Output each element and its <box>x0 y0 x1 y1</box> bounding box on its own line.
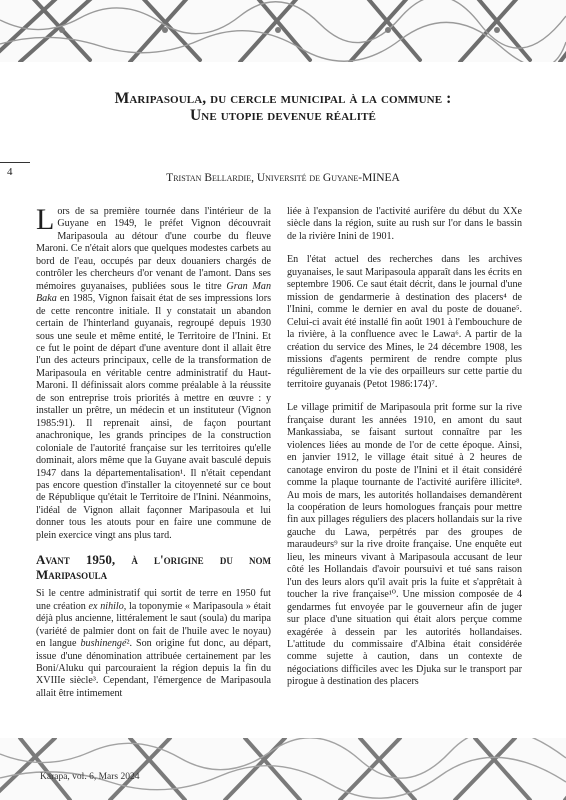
page-number: 4 <box>7 166 13 178</box>
bottom-decorative-band <box>0 738 566 800</box>
left-p2-b: , la toponymie « Maripasoula » était déjà plus ancienne, littéralement le saut (soula) du maripa (variété de palmier dont on fait de l'huile avec le noyau) en langue <box>36 600 272 650</box>
left-p1-italic: Gran Man Baka <box>36 280 271 305</box>
left-paragraph-2 <box>36 588 271 700</box>
left-column <box>36 203 272 700</box>
left-p1-text: ors de sa première tournée dans l'intérieur de la Guyane en 1949, le préfet Vignon découvrait Maripasoula au détour d'une courbe du fleuve Maroni. Ce n'était alors que quelques modestes carbets au bord de l'eau, occupés par deux douaniers chargés de contrôler les chercheurs d'or venant de l'amont. Dans ses mémoires guyanaises, publiées sous le titre <box>36 206 271 292</box>
left-p2-italic-1: ex nihilo <box>88 600 124 612</box>
right-paragraph-3: Le village primitif de Maripasoula prit forme sur la rive française durant les années 1910, en amont du saut Mankassiaba, se faisant surtout connaître par les violences liées au monde de l'or de cette époque. Ainsi, en janvier 1912, le village était situé à 2 heures de canotage environ du poste de l'Inini et il était considéré comme la plaque tournante de l'activité aurifère illicite⁸. Au mois de mars, les autorités hollandaises demandèrent la coopération de leurs homologues français pour mettre fin aux pillages réguliers des placers hollandais sur la rive gauche du Lawa, perpétrés par des groupes de maraudeurs⁹ sur la rive droite française. Une enquête eut lieu, les mineurs vivant à Maripasoula accusant de leur côté les Hollandais d'avoir poursuivi et tué sans raison l'un des leurs alors qu'il avait pris la fuite et s'apprêtait à toucher la rive française¹⁰. Une mission composée de 4 gendarmes fut envoyée par le gouverneur afin de juger sur place d'une situation qui était alors perçue comme exagérée à dessein par les autorités hollandaises. L'attitude du commissaire d'Albina était considérée comme sujette à caution, dans un contexte de négociations difficiles avec les Djuka sur le transport par pirogue à destination des placers <box>287 402 522 688</box>
footer-citation: Karapa, vol. 6, Mars 2024 <box>40 772 140 782</box>
woven-pattern-top <box>0 0 566 62</box>
title-line-2: Une utopie devenue réalité <box>190 107 376 124</box>
left-p2-italic-2: bushinengé <box>80 638 127 650</box>
title-line-1: Maripasoula, du cercle municipal à la commune : <box>114 90 452 107</box>
left-paragraph-1 <box>36 203 271 542</box>
woven-pattern-bottom <box>0 738 566 800</box>
author-line: Tristan Bellardie, Université de Guyane-MINEA <box>166 172 400 184</box>
left-p2-c: ². Son origine fut donc, au départ, issue d'une dénomination attribuée certainement par les Boni/Aluku qui parcouraient la région depuis la fin du XVIIIe siècle³. Cependant, l'émergence de Maripasoula allait être intimement <box>36 638 271 699</box>
section-heading: Avant 1950, à l'origine du nom Maripasoula <box>36 552 271 583</box>
right-column <box>287 206 522 689</box>
page-number-rule <box>0 162 30 163</box>
right-paragraph-1: liée à l'expansion de l'activité aurifère du début du XXe siècle dans la région, suite au rush sur l'or dans le bassin de la rivière Inini de 1901. <box>287 206 522 242</box>
right-paragraph-2: En l'état actuel des recherches dans les archives guyanaises, le saut Maripasoula apparaît dans les écrits en septembre 1906. Ce saut était décrit, dans le journal d'une mission de gendarmerie à destination des placers⁴ de l'Inini, comme le dernier en aval du poste de douane⁵. Celui-ci avait été installé fin août 1901 à l'embouchure de la rivière, à la confluence avec le Lawa⁶. A partir de la création du service des Mines, le 24 décembre 1908, les missions d'agents permirent de rendre compte plus régulièrement de la vie des orpailleurs sur cette partie du territoire guyanais (Petot 1986:174)⁷. <box>287 254 522 390</box>
left-p2-a: Si le centre administratif qui sortit de terre en 1950 fut une création <box>36 588 271 612</box>
article-title <box>40 90 526 124</box>
left-p1-end: en 1985, Vignon faisait état de ses impressions lors de cette rencontre initiale. Il y constatait un abandon certain de l'hinterland guyanais, regroupé depuis 1930 sous une seule et même entité, le Territoire de l'Inini. Et ce fut le point de départ d'une aventure dont il allait être l'un des acteurs principaux, celle de la transformation de Maripasoula en véritable centre administratif du Haut-Maroni. Il définissait alors comme préalable à la réussite de son entreprise trois priorités à mettre en œuvre : y installer un prêtre, un médecin et un instituteur (Vignon 1985:91). Il reprenait ainsi, de façon pourtant anachronique, les grands principes de la construction coloniale de l'autorité française sur les territoires qu'elle dominait, alors même que la Guyane avait basculé depuis 1947 dans la départementalisation¹. Il n'était cependant pas encore question d'installer la citoyenneté sur ce bout de République qu'était le Territoire de l'Inini. Néanmoins, l'idéal de Vignon allait façonner Maripasoula et lui donner tous les atouts pour en faire une commune de plein exercice vingt ans plus tard. <box>36 293 271 541</box>
drop-cap: L <box>36 203 55 236</box>
top-decorative-band <box>0 0 566 62</box>
